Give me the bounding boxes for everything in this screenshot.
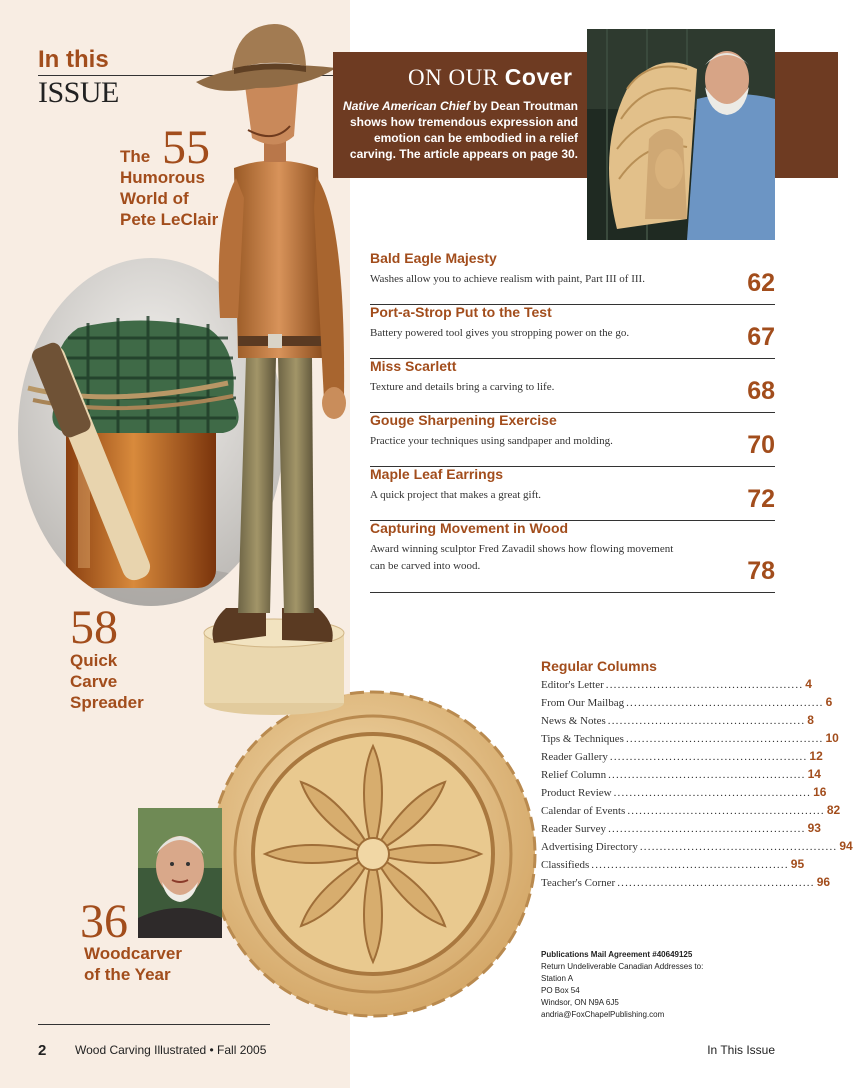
rosette-carving-photo [205,686,541,1022]
article-page-number: 68 [747,377,775,405]
feature-title: The Humorous World of Pete LeClair [120,147,219,229]
article-entry[interactable] [370,520,775,593]
list-item[interactable]: Classifieds .................................................. 95 [541,857,805,871]
article-page-number: 78 [747,557,775,585]
article-title: Port-a-Strop Put to the Test [370,304,552,320]
article-description: Washes allow you to achieve realism with paint, Part III of III. [370,273,645,285]
list-item[interactable]: Reader Gallery .................................................. 12 [541,749,823,763]
article-page-number: 62 [747,269,775,297]
article-entry[interactable] [370,250,775,305]
list-item[interactable]: Product Review .................................................. 16 [541,785,827,799]
regular-columns-list [541,677,853,893]
feature-title: Woodcarver of the Year [84,944,182,984]
cover-chief-carving-photo [587,29,775,240]
regular-columns-heading: Regular Columns [541,658,657,674]
contact-email[interactable]: andria@FoxChapelPublishing.com [541,1010,665,1019]
footer-section-name: In This Issue [707,1043,775,1057]
article-description: Award winning sculptor Fred Zavadil shows how flowing movement can be carved into wood. [370,543,674,572]
feature-title: Quick Carve Spreader [70,651,144,712]
article-title: Miss Scarlett [370,358,457,374]
article-entry[interactable] [370,358,775,413]
cover-description: Native American Chief by Dean Troutman shows how tremendous expression and emotion can be embodied in a relief carving. The article appears on page 30. [343,99,578,161]
article-page-number: 72 [747,485,775,513]
section-title-line2: ISSUE [38,76,119,109]
list-item[interactable]: Relief Column .................................................. 14 [541,767,821,781]
feature-page-number: 36 [80,895,128,948]
article-description: Texture and details bring a carving to life. [370,381,555,393]
list-item[interactable]: Calendar of Events .................................................. 82 [541,803,841,817]
article-title: Gouge Sharpening Exercise [370,412,557,428]
footer-rule [38,1024,270,1025]
article-description: A quick project that makes a great gift. [370,489,542,501]
list-item[interactable]: Editor's Letter .................................................. 4 [541,677,812,691]
footer-page-number: 2 [38,1042,47,1059]
article-title: Maple Leaf Earrings [370,466,504,482]
list-item[interactable]: Reader Survey .................................................. 93 [541,821,821,835]
list-item[interactable]: Teacher's Corner .................................................. 96 [541,875,831,889]
list-item[interactable]: From Our Mailbag .................................................. 6 [541,695,833,709]
article-description: Battery powered tool gives you stropping power on the go. [370,327,630,339]
feature-page-number: 58 [70,601,118,654]
feature-page-number: 55 [162,121,210,174]
article-entry[interactable] [370,466,775,521]
publication-mail-info: Publications Mail Agreement #40649125 Return Undeliverable Canadian Addresses to: Station A PO Box 54 Windsor, ON N9A 6J5 andria@FoxChapelPublishing.com [541,950,704,1019]
cover-heading: ON OUR Cover [408,64,573,90]
article-page-number: 67 [747,323,775,351]
article-entry[interactable] [370,412,775,467]
article-description: Practice your techniques using sandpaper and molding. [370,435,613,447]
article-title: Capturing Movement in Wood [370,520,569,536]
article-title: Bald Eagle Majesty [370,250,497,266]
list-item[interactable]: Advertising Directory .................................................. 94 [541,839,853,853]
woodcarver-portrait-photo [138,808,222,938]
article-page-number: 70 [747,431,775,459]
article-entry[interactable] [370,304,775,359]
list-item[interactable]: News & Notes .................................................. 8 [541,713,814,727]
footer-magazine-name: Wood Carving Illustrated • Fall 2005 [75,1043,267,1057]
section-title-line1: In this [38,46,109,73]
list-item[interactable]: Tips & Techniques .................................................. 10 [541,731,839,745]
